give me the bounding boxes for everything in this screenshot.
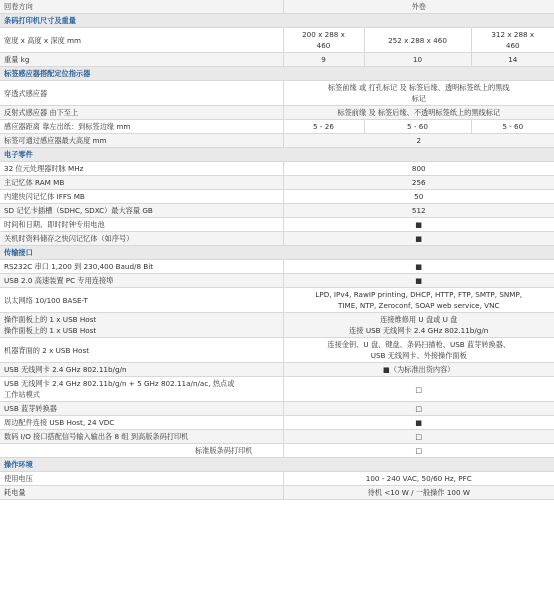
spec-label: 重量 kg bbox=[0, 53, 283, 67]
spec-label: 标准版条码打印机 bbox=[0, 444, 283, 458]
section-title: 电子零件 bbox=[0, 148, 554, 162]
spec-row bbox=[0, 106, 554, 120]
spec-row bbox=[0, 176, 554, 190]
spec-row bbox=[0, 218, 554, 232]
spec-label: RS232C 串口 1,200 到 230,400 Baud/8 Bit bbox=[0, 260, 283, 274]
spec-row bbox=[0, 260, 554, 274]
spec-label: 时间和日期、即时时钟专用电池 bbox=[0, 218, 283, 232]
spec-row bbox=[0, 190, 554, 204]
spec-value: □ bbox=[283, 402, 554, 416]
section-header bbox=[0, 246, 554, 260]
section-header bbox=[0, 458, 554, 472]
spec-value: 待机 <10 W / 一般操作 100 W bbox=[283, 486, 554, 500]
spec-value: ■ bbox=[283, 274, 554, 288]
spec-row bbox=[0, 288, 554, 313]
spec-value: 256 bbox=[283, 176, 554, 190]
spec-label: 操作面板上的 1 x USB Host 操作面板上的 1 x USB Host bbox=[0, 313, 283, 338]
spec-value: 标签前缘 及 标签后缘、不透明标签纸上的黑线标记 bbox=[283, 106, 554, 120]
spec-row bbox=[0, 416, 554, 430]
spec-row bbox=[0, 0, 554, 14]
spec-label: 内建快闪记忆体 IFFS MB bbox=[0, 190, 283, 204]
spec-row bbox=[0, 28, 554, 53]
spec-value: LPD, IPv4, RawIP printing, DHCP, HTTP, FTP, SMTP, SNMP, TIME, NTP, Zeroconf, SOAP web service, VNC bbox=[283, 288, 554, 313]
spec-row bbox=[0, 274, 554, 288]
spec-label: USB 无线网卡 2.4 GHz 802.11b/g/n + 5 GHz 802.11a/n/ac, 热点或 工作站模式 bbox=[0, 377, 283, 402]
spec-label: 感应器距离 靠左出纸：到标签边缘 mm bbox=[0, 120, 283, 134]
spec-label: 以太网络 10/100 BASE-T bbox=[0, 288, 283, 313]
spec-row bbox=[0, 162, 554, 176]
spec-row bbox=[0, 472, 554, 486]
spec-value: 800 bbox=[283, 162, 554, 176]
spec-value: ■ bbox=[283, 416, 554, 430]
spec-value: ■ bbox=[283, 260, 554, 274]
spec-value: 50 bbox=[283, 190, 554, 204]
spec-value: 5 - 60 bbox=[471, 120, 554, 134]
spec-value: 5 - 26 bbox=[283, 120, 364, 134]
spec-value: □ bbox=[283, 377, 554, 402]
section-title: 标签感应器搭配定位指示器 bbox=[0, 67, 554, 81]
spec-value: □ bbox=[283, 430, 554, 444]
spec-row bbox=[0, 377, 554, 402]
spec-row bbox=[0, 402, 554, 416]
spec-label: 宽度 x 高度 x 深度 mm bbox=[0, 28, 283, 53]
spec-row bbox=[0, 338, 554, 363]
spec-label: 使用电压 bbox=[0, 472, 283, 486]
spec-row bbox=[0, 81, 554, 106]
spec-value: 10 bbox=[364, 53, 471, 67]
section-title: 条码打印机尺寸及重量 bbox=[0, 14, 554, 28]
section-title: 操作环境 bbox=[0, 458, 554, 472]
spec-value: 2 bbox=[283, 134, 554, 148]
spec-label: SD 记忆卡插槽（SDHC, SDXC）最大容量 GB bbox=[0, 204, 283, 218]
spec-row bbox=[0, 134, 554, 148]
spec-value: 512 bbox=[283, 204, 554, 218]
spec-row bbox=[0, 53, 554, 67]
spec-row bbox=[0, 120, 554, 134]
spec-row bbox=[0, 430, 554, 444]
spec-label: 周边配件连接 USB Host, 24 VDC bbox=[0, 416, 283, 430]
spec-value: ■ bbox=[283, 232, 554, 246]
spec-value: 100 - 240 VAC, 50/60 Hz, PFC bbox=[283, 472, 554, 486]
spec-row bbox=[0, 204, 554, 218]
section-header bbox=[0, 14, 554, 28]
spec-label: 穿透式感应器 bbox=[0, 81, 283, 106]
spec-value: □ bbox=[283, 444, 554, 458]
spec-value: 252 x 288 x 460 bbox=[364, 28, 471, 53]
spec-value: ■ bbox=[283, 218, 554, 232]
spec-label: 回卷方向 bbox=[0, 0, 283, 14]
spec-value: 200 x 288 x 460 bbox=[283, 28, 364, 53]
spec-row bbox=[0, 232, 554, 246]
spec-value: 5 - 60 bbox=[364, 120, 471, 134]
section-header bbox=[0, 148, 554, 162]
spec-label: 机器背面的 2 x USB Host bbox=[0, 338, 283, 363]
spec-label: 标签可通过感应器最大高度 mm bbox=[0, 134, 283, 148]
spec-label: 32 位元处理器时脉 MHz bbox=[0, 162, 283, 176]
spec-value: 外卷 bbox=[283, 0, 554, 14]
spec-row bbox=[0, 313, 554, 338]
spec-label: 关机时资料储存之快闪记忆体（如序号） bbox=[0, 232, 283, 246]
spec-value: ■（为标准出货内容） bbox=[283, 363, 554, 377]
spec-value: 连接维修用 U 盘或 U 盘 连接 USB 无线网卡 2.4 GHz 802.11b/g/n bbox=[283, 313, 554, 338]
spec-label: 数码 I/O 接口搭配信号输入输出各 8 组 到高版条码打印机 bbox=[0, 430, 283, 444]
spec-value: 312 x 288 x 460 bbox=[471, 28, 554, 53]
spec-value: 14 bbox=[471, 53, 554, 67]
spec-value: 9 bbox=[283, 53, 364, 67]
spec-value: 连接金钥、U 盘、键盘、条码扫描枪、USB 蓝芽转换器、 USB 无线网卡、外接操作面板 bbox=[283, 338, 554, 363]
spec-label: USB 2.0 高速装置 PC 专用连接埠 bbox=[0, 274, 283, 288]
section-title: 传输接口 bbox=[0, 246, 554, 260]
section-header bbox=[0, 67, 554, 81]
spec-row bbox=[0, 486, 554, 500]
spec-label: USB 蓝芽转换器 bbox=[0, 402, 283, 416]
spec-label: 耗电量 bbox=[0, 486, 283, 500]
spec-label: 主记忆体 RAM MB bbox=[0, 176, 283, 190]
spec-label: USB 无线网卡 2.4 GHz 802.11b/g/n bbox=[0, 363, 283, 377]
spec-row bbox=[0, 444, 554, 458]
spec-row bbox=[0, 363, 554, 377]
spec-value: 标签前缘 或 打孔标记 及 标签后缘、透明标签纸上的黑线 标记 bbox=[283, 81, 554, 106]
spec-label: 反射式感应器 由下至上 bbox=[0, 106, 283, 120]
